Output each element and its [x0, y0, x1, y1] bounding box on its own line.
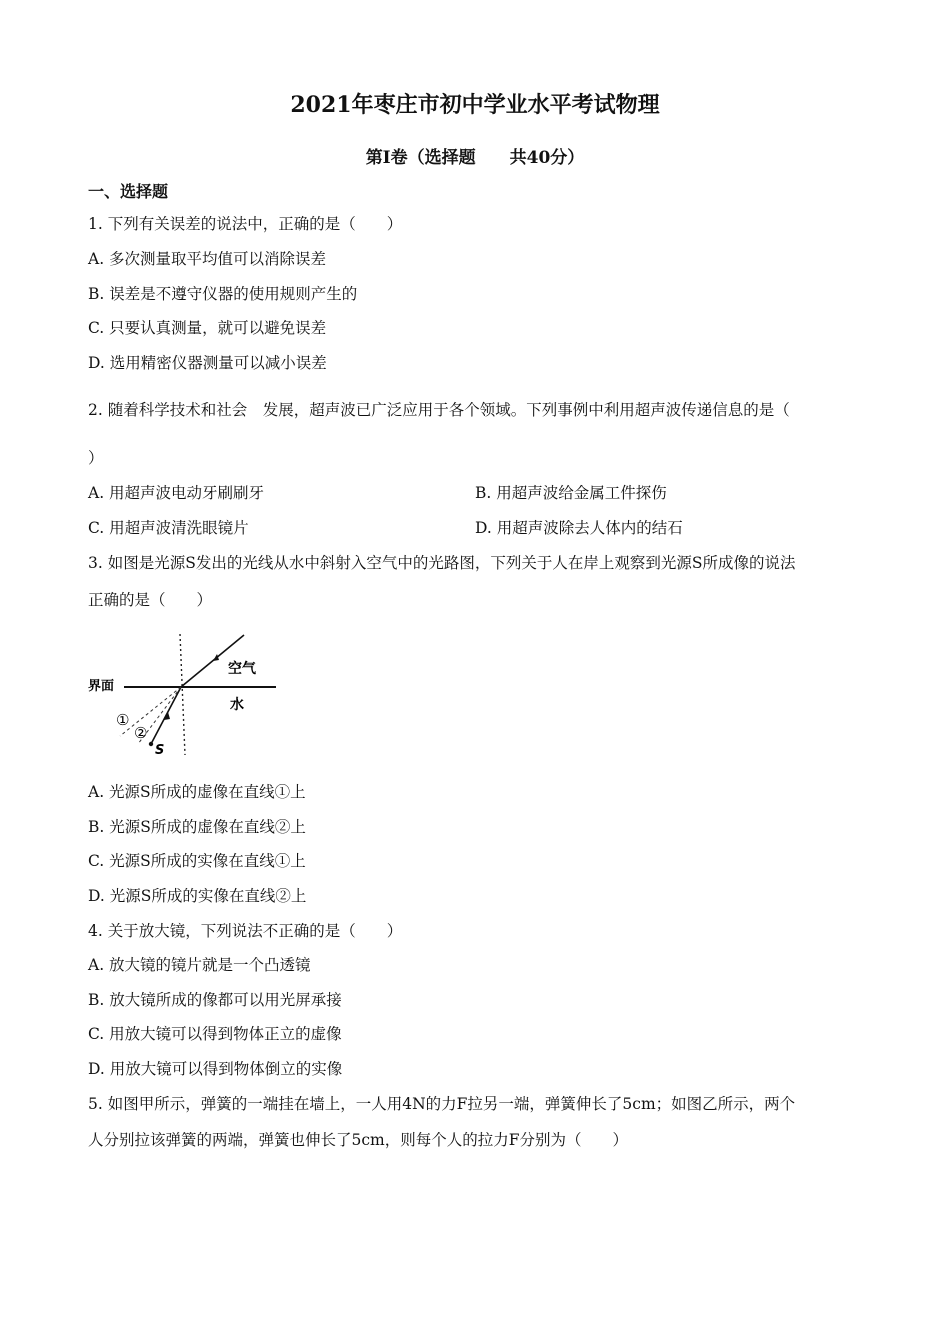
q4-option-d: D. 用放大镜可以得到物体倒立的实像	[88, 1060, 343, 1078]
q1-option-c: C. 只要认真测量，就可以避免误差	[88, 319, 327, 337]
section-heading: 一、选择题	[88, 182, 169, 201]
normal-line	[180, 634, 185, 755]
q1-option-b: B. 误差是不遵守仪器的使用规则产生的	[88, 285, 358, 303]
q1-stem: 1. 下列有关误差的说法中，正确的是（ ）	[88, 215, 403, 233]
q2-option-a: A. 用超声波电动牙刷刷牙	[88, 484, 265, 502]
q5-stem-line2: 人分别拉该弹簧的两端，弹簧也伸长了5cm，则每个人的拉力F分别为（ ）	[88, 1131, 628, 1149]
line2-mark: ②	[134, 724, 148, 742]
water-label: 水	[230, 697, 244, 713]
q2-option-b: B. 用超声波给金属工件探伤	[475, 484, 667, 502]
q4-option-a: A. 放大镜的镜片就是一个凸透镜	[88, 956, 311, 974]
q4-stem: 4. 关于放大镜，下列说法不正确的是（ ）	[88, 922, 403, 940]
q4-option-b: B. 放大镜所成的像都可以用光屏承接	[88, 991, 342, 1009]
q2-stem-line2: ）	[88, 449, 104, 467]
refraction-diagram	[88, 632, 278, 757]
q3-stem-line2: 正确的是（ ）	[88, 591, 213, 609]
q2-stem-line1: 2. 随着科学技术和社会 发展，超声波已广泛应用于各个领域。下列事例中利用超声波传递信息的是（	[88, 401, 790, 419]
q2-option-d: D. 用超声波除去人体内的结石	[475, 519, 683, 537]
source-point	[149, 742, 153, 746]
q2-option-c: C. 用超声波清洗眼镜片	[88, 519, 249, 537]
q3-option-c: C. 光源S所成的实像在直线①上	[88, 852, 306, 870]
arrow-icon	[213, 654, 219, 661]
incident-ray	[151, 687, 181, 744]
air-label: 空气	[228, 661, 256, 677]
q3-stem-line1: 3. 如图是光源S发出的光线从水中斜射入空气中的光路图，下列关于人在岸上观察到光源S所成像的说法	[88, 554, 796, 572]
exam-title: 2021年枣庄市初中学业水平考试物理	[290, 92, 660, 118]
interface-label: 界面	[88, 679, 115, 694]
q5-stem-line1: 5. 如图甲所示，弹簧的一端挂在墙上，一人用4N的力F拉另一端，弹簧伸长了5cm；如图乙所示，两个	[88, 1095, 796, 1113]
q3-option-b: B. 光源S所成的虚像在直线②上	[88, 818, 306, 836]
q3-option-d: D. 光源S所成的实像在直线②上	[88, 887, 307, 905]
source-label: S	[155, 743, 165, 757]
q1-option-a: A. 多次测量取平均值可以消除误差	[88, 250, 327, 268]
q1-option-d: D. 选用精密仪器测量可以减小误差	[88, 354, 327, 372]
exam-subtitle: 第Ⅰ卷（选择题 共40分）	[365, 148, 585, 168]
q3-option-a: A. 光源S所成的虚像在直线①上	[88, 783, 306, 801]
line1-mark: ①	[116, 711, 130, 729]
q4-option-c: C. 用放大镜可以得到物体正立的虚像	[88, 1025, 342, 1043]
